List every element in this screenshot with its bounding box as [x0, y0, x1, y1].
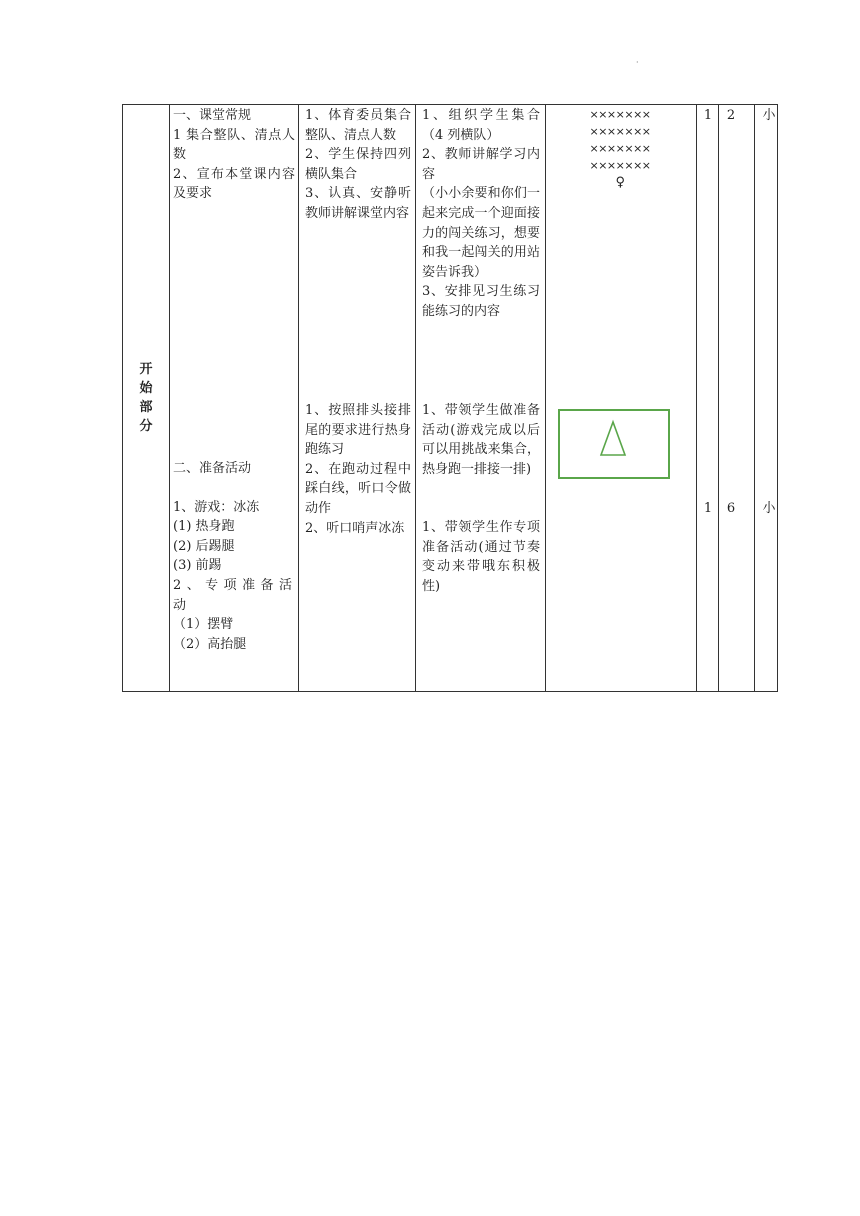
teacher-part2 — [422, 401, 540, 479]
column-divider — [718, 105, 719, 691]
column-divider — [696, 105, 697, 691]
count-value: 1 — [703, 108, 713, 123]
column-divider — [298, 105, 299, 691]
page-mark: · — [636, 58, 639, 67]
student-line: 2、在跑动过程中踩白线，听口令做动作 — [305, 461, 411, 516]
content-line: 2、专项准备活动 — [173, 577, 295, 613]
content-line: （1）摆臂 — [173, 617, 234, 633]
content-line: 二、准备活动 — [173, 461, 252, 476]
content-line: 1、游戏：冰冻 — [173, 499, 260, 515]
stage-label: 开始部分 — [139, 362, 153, 434]
time-value: 6 — [726, 501, 736, 516]
teacher-line: 1、组织学生集合（4 列横队） — [422, 108, 540, 143]
student-line: 2、学生保持四列横队集合 — [305, 147, 411, 182]
teacher-line: 3、安排见习生练习能练习的内容 — [422, 284, 540, 319]
student-line: 2、听口哨声冰冻 — [305, 520, 405, 536]
content-section-routine — [173, 106, 295, 204]
student-part1 — [305, 106, 411, 224]
content-line: （2）高抬腿 — [173, 636, 247, 652]
content-line: (2) 后踢腿 — [173, 538, 235, 554]
content-line: (3) 前踢 — [173, 558, 222, 574]
teacher-symbol: ♀ — [615, 175, 625, 190]
intensity-value: 小 — [762, 108, 776, 123]
content-section-warmup — [173, 459, 295, 654]
column-divider — [415, 105, 416, 691]
column-divider — [754, 105, 755, 691]
student-line: 1、按照排头接排尾的要求进行热身跑练习 — [305, 403, 411, 458]
time-value: 2 — [726, 108, 736, 123]
intensity-value: 小 — [762, 501, 776, 516]
triangle-icon — [560, 411, 668, 477]
content-line: 2、宣布本堂课内容及要求 — [173, 166, 295, 202]
warmup-field-diagram — [558, 409, 670, 479]
formation-row: ××××××× — [589, 125, 651, 138]
count-value: 1 — [703, 501, 713, 516]
content-line: 1 集合整队、清点人数 — [173, 127, 295, 163]
content-line: (1) 热身跑 — [173, 519, 235, 535]
teacher-line: 2、教师讲解学习内容 — [422, 147, 540, 182]
formation-diagram — [545, 106, 695, 191]
column-divider — [169, 105, 170, 691]
teacher-line: 1、带领学生作专项准备活动(通过节奏变动来带哦东积极性) — [422, 520, 540, 594]
teacher-line: 1、带领学生做准备活动(游戏完成以后可以用挑战来集合，热身跑一排接一排) — [422, 403, 540, 477]
stage-cell — [123, 105, 169, 691]
teacher-part3 — [422, 518, 540, 596]
formation-row: ××××××× — [589, 142, 651, 155]
lesson-plan-table — [122, 104, 778, 692]
content-line: 一、课堂常规 — [173, 108, 252, 123]
student-line: 3、认真、安静听教师讲解课堂内容 — [305, 186, 411, 221]
student-part2 — [305, 401, 411, 538]
student-line: 1、体育委员集合整队、清点人数 — [305, 108, 411, 143]
formation-row: ××××××× — [589, 159, 651, 172]
teacher-part1 — [422, 106, 540, 322]
column-divider — [545, 105, 546, 691]
formation-row: ××××××× — [589, 108, 651, 121]
teacher-line: （小小余要和你们一起来完成一个迎面接力的闯关练习，想要和我一起闯关的用站姿告诉我） — [422, 186, 540, 280]
